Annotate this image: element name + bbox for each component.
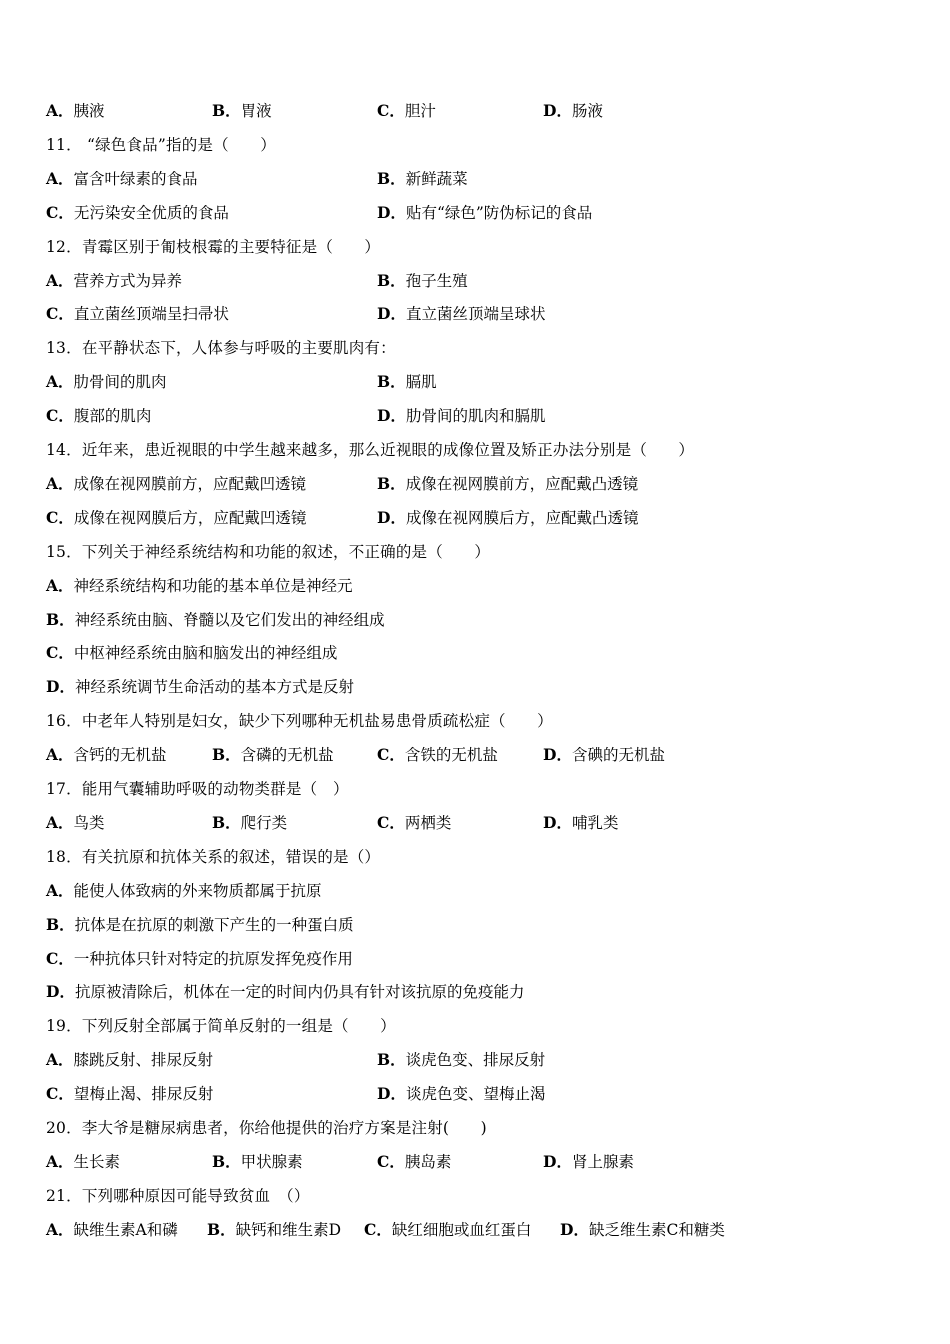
option-text: 富含叶绿素的食品 [73,169,198,188]
answer-option [46,975,524,1009]
option-text: 鸟类 [73,813,105,832]
answer-option [46,365,167,399]
option-letter: A． [46,575,74,595]
answer-option [377,1077,545,1111]
option-letter: C． [364,1219,392,1239]
option-row [46,196,926,230]
option-text: 成像在视网膜前方，应配戴凹透镜 [73,474,307,493]
question-stem [46,1179,926,1213]
option-text: 爬行类 [240,813,288,832]
option-text: 缺乏维生素C和糖类 [588,1220,725,1239]
answer-option [364,1213,531,1247]
option-row [46,94,926,128]
option-text: 含磷的无机盐 [240,746,334,765]
answer-option [377,94,436,128]
answer-option [46,942,353,976]
answer-option [46,297,229,331]
option-letter: D． [377,202,406,222]
answer-option [377,297,545,331]
option-text: 两栖类 [404,813,452,832]
option-letter: A． [46,745,74,765]
option-row [46,1077,926,1111]
option-letter: B． [212,101,241,120]
answer-option [560,1213,725,1247]
option-letter: A． [46,270,74,290]
option-text: 生长素 [73,1152,121,1171]
answer-option [377,806,451,840]
answer-option [212,94,272,128]
option-letter: D． [560,1219,589,1239]
option-row [46,399,926,433]
answer-option [46,908,354,942]
question-stem [46,840,926,874]
answer-option [46,467,306,501]
option-text: 望梅止渴、排尿反射 [73,1085,214,1104]
option-letter: D． [46,677,75,697]
option-text: 含碘的无机盐 [571,746,665,765]
option-text: 胰液 [73,102,105,120]
option-text: 膈肌 [405,373,437,392]
answer-option [46,264,182,298]
option-letter: A． [46,1219,74,1239]
option-row [46,738,926,772]
answer-option [46,1043,213,1077]
option-letter: B． [212,1151,241,1171]
option-letter: A． [46,1151,74,1171]
option-text: 抗体是在抗原的刺激下产生的一种蛋白质 [74,915,354,934]
option-row [46,467,926,501]
answer-option [46,806,105,840]
answer-option [377,162,468,196]
answer-option [377,467,638,501]
option-letter: B． [377,473,406,493]
answer-option [46,874,322,908]
option-letter: A． [46,880,74,900]
question-stem [46,433,926,467]
answer-option [377,501,638,535]
question-stem [46,535,926,569]
option-text: 谈虎色变、望梅止渴 [405,1085,546,1104]
option-row [46,874,926,908]
option-letter: D． [543,745,572,765]
answer-option [207,1213,341,1247]
question-text: 21．下列哪种原因可能导致贫血 （） [46,1186,310,1205]
option-row [46,603,926,637]
answer-option [377,264,468,298]
answer-option [46,603,385,637]
option-text: 直立菌丝顶端呈扫帚状 [73,305,229,324]
answer-option [377,738,498,772]
answer-option [46,94,105,128]
option-text: 贴有“绿色”防伪标记的食品 [405,203,593,222]
option-row [46,162,926,196]
option-row [46,1145,926,1179]
question-text: 12．青霉区别于匍枝根霉的主要特征是（ ） [46,237,381,256]
answer-option [46,1213,178,1247]
option-letter: A． [46,168,74,188]
option-letter: D． [377,1084,406,1104]
option-text: 胆汁 [404,102,436,120]
answer-option [46,196,229,230]
answer-option [543,738,665,772]
option-text: 直立菌丝顶端呈球状 [405,305,546,324]
answer-option [46,501,306,535]
option-row [46,975,926,1009]
option-text: 缺钙和维生素D [235,1220,342,1239]
option-letter: C． [46,202,74,222]
option-text: 膝跳反射、排尿反射 [73,1051,214,1070]
option-row [46,501,926,535]
option-text: 含钙的无机盐 [73,746,167,765]
option-text: 神经系统结构和功能的基本单位是神经元 [73,576,353,595]
question-stem [46,1009,926,1043]
option-letter: B． [377,270,406,290]
option-row [46,297,926,331]
option-text: 甲状腺素 [240,1152,303,1171]
option-text: 成像在视网膜前方，应配戴凸透镜 [405,474,639,493]
option-letter: B． [207,1219,236,1239]
option-text: 一种抗体只针对特定的抗原发挥免疫作用 [73,949,353,968]
option-letter: C． [46,406,74,426]
option-letter: A． [46,372,74,392]
answer-option [46,569,353,603]
option-text: 营养方式为异养 [73,271,183,290]
answer-option [46,1077,213,1111]
answer-option [46,636,337,670]
option-row [46,908,926,942]
option-row [46,1213,926,1247]
question-text: 19．下列反射全部属于简单反射的一组是（ ） [46,1017,396,1036]
answer-option [46,670,354,704]
option-letter: B． [377,1050,406,1070]
option-row [46,670,926,704]
option-letter: C． [46,643,74,663]
question-stem [46,704,926,738]
question-stem [46,230,926,264]
answer-option [212,806,287,840]
option-letter: D． [377,304,406,324]
question-stem [46,1111,926,1145]
answer-option [212,1145,303,1179]
option-letter: D． [377,507,406,527]
option-row [46,636,926,670]
option-text: 能使人体致病的外来物质都属于抗原 [73,881,322,900]
option-text: 胃液 [240,102,272,120]
option-text: 缺维生素A和磷 [73,1220,178,1239]
answer-option [377,399,545,433]
question-stem [46,331,926,365]
answer-option [46,1145,120,1179]
option-row [46,365,926,399]
question-text: 16．中老年人特别是妇女，缺少下列哪种无机盐易患骨质疏松症（ ） [46,712,553,731]
option-letter: C． [377,745,405,765]
option-text: 肋骨间的肌肉 [73,373,167,392]
question-text: 18．有关抗原和抗体关系的叙述，错误的是（） [46,847,381,866]
option-letter: D． [543,812,572,832]
option-letter: A． [46,473,74,493]
answer-option [543,806,618,840]
option-text: 孢子生殖 [405,271,468,290]
option-letter: D． [543,1151,572,1171]
option-text: 哺乳类 [571,813,619,832]
option-letter: C． [46,304,74,324]
option-letter: B． [377,168,406,188]
option-text: 含铁的无机盐 [404,746,498,765]
option-text: 无污染安全优质的食品 [73,203,229,222]
option-letter: D． [46,982,75,1002]
option-letter: C． [46,507,74,527]
question-stem [46,772,926,806]
question-text: 20．李大爷是糖尿病患者，你给他提供的治疗方案是注射( ) [46,1119,487,1137]
option-letter: B． [377,372,406,392]
question-text: 11． “绿色食品”指的是（ ） [46,135,276,154]
option-text: 成像在视网膜后方，应配戴凸透镜 [405,508,639,527]
option-letter: A． [46,101,74,120]
answer-option [377,1043,545,1077]
option-letter: A． [46,812,74,832]
option-text: 神经系统调节生命活动的基本方式是反射 [74,678,354,697]
answer-option [543,94,603,128]
answer-option [377,196,592,230]
question-text: 17．能用气囊辅助呼吸的动物类群是（ ） [46,780,349,798]
answer-option [46,738,167,772]
option-text: 肋骨间的肌肉和膈肌 [405,407,546,426]
option-text: 肾上腺素 [571,1152,634,1171]
option-row [46,264,926,298]
option-letter: C． [46,1084,74,1104]
option-letter: B． [46,609,75,629]
option-text: 肠液 [571,102,603,120]
option-letter: D． [543,101,572,120]
option-row [46,1043,926,1077]
option-letter: C． [46,948,74,968]
option-text: 腹部的肌肉 [73,407,152,426]
option-row [46,569,926,603]
option-letter: C． [377,812,405,832]
answer-option [46,162,198,196]
option-letter: B． [212,812,241,832]
question-text: 13．在平静状态下，人体参与呼吸的主要肌肉有： [46,339,396,358]
answer-option [377,365,437,399]
option-row [46,806,926,840]
option-letter: A． [46,1050,74,1070]
option-letter: C． [377,101,405,120]
option-letter: B． [46,914,75,934]
answer-option [543,1145,634,1179]
option-text: 抗原被清除后，机体在一定的时间内仍具有针对该抗原的免疫能力 [74,983,525,1002]
answer-option [46,399,151,433]
option-text: 缺红细胞或血红蛋白 [391,1220,532,1239]
question-text: 15．下列关于神经系统结构和功能的叙述，不正确的是（ ） [46,542,491,561]
option-text: 神经系统由脑、脊髓以及它们发出的神经组成 [74,610,385,629]
question-stem [46,128,926,162]
question-text: 14．近年来，患近视眼的中学生越来越多，那么近视眼的成像位置及矫正办法分别是（ ） [46,441,695,459]
option-text: 谈虎色变、排尿反射 [405,1051,546,1070]
option-text: 新鲜蔬菜 [405,169,468,188]
option-letter: B． [212,745,241,765]
answer-option [377,1145,451,1179]
option-text: 胰岛素 [404,1152,452,1171]
option-text: 成像在视网膜后方，应配戴凹透镜 [73,508,307,527]
option-text: 中枢神经系统由脑和脑发出的神经组成 [73,644,338,663]
answer-option [212,738,334,772]
option-row [46,942,926,976]
option-letter: D． [377,406,406,426]
option-letter: C． [377,1151,405,1171]
